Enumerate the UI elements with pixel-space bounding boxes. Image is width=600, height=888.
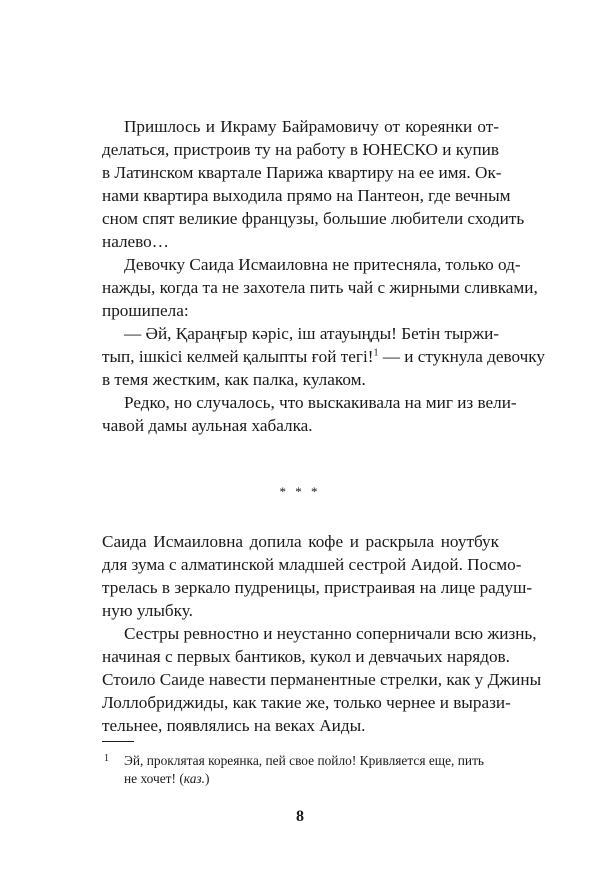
- paragraph-2-line-1: Девочку Саида Исмаиловна не притесняла, только од-: [124, 255, 521, 274]
- paragraph-1-line-2: делаться, пристроив ту на работу в ЮНЕСКО и купив: [102, 140, 499, 159]
- paragraph-3-line-2-end: — и стукнула девочку: [378, 347, 545, 366]
- paragraph-6-line-3: Стоило Саиде навести перманентные стрелки, как у Джины: [102, 670, 542, 689]
- paragraph-6-line-1: Сестры ревностно и неустанно соперничали всю жизнь,: [124, 624, 537, 643]
- footnote-divider: [102, 741, 134, 742]
- paragraph-6-line-2: начиная с первых бантиков, кукол и девчачьих нарядов.: [102, 647, 510, 666]
- paragraph-5-line-4: ную улыбку.: [102, 601, 193, 620]
- paragraph-3-line-2-start: тып, ішкісі келмей қалыпты ғой тегі!: [102, 347, 374, 366]
- paragraph-1-line-3: в Латинском квартале Парижа квартиру на ее имя. Ок-: [102, 163, 502, 182]
- footnote-reference: 1: [373, 347, 379, 359]
- page-number: 8: [296, 808, 304, 825]
- paragraph-4-line-1: Редко, но случалось, что выскакивала на миг из вели-: [124, 393, 517, 412]
- footnote-line-2-start: не хочет! (: [124, 771, 184, 786]
- paragraph-1-line-1: Пришлось и Икраму Байрамовичу от кореянки от-: [124, 117, 499, 136]
- footnote-language-tag: каз.: [183, 771, 205, 786]
- paragraph-2-line-2: нажды, когда та не захотела пить чай с жирными сливками,: [102, 278, 538, 297]
- paragraph-3-line-2: [102, 346, 545, 368]
- paragraph-6-line-5: тельнее, появлялись на веках Аиды.: [102, 716, 366, 735]
- paragraph-3-line-1: — Әй, Қараңғыр кәріс, іш атауыңды! Бетін тыржи-: [124, 324, 499, 343]
- paragraph-3-line-3: в темя жестким, как палка, кулаком.: [102, 370, 366, 389]
- footnote-line-1: Эй, проклятая кореянка, пей свое пойло! Кривляется еще, пить: [124, 753, 485, 768]
- footnote-line-2-end: ): [205, 771, 210, 786]
- paragraph-1-line-4: нами квартира выходила прямо на Пантеон, где вечным: [102, 186, 511, 205]
- section-separator: * * *: [279, 484, 321, 499]
- footnote-line-2: [124, 770, 499, 788]
- footnote-marker: 1: [104, 753, 109, 764]
- paragraph-1-line-6: налево…: [102, 232, 169, 251]
- paragraph-6-line-4: Лоллобриджиды, как такие же, только чернее и вырази-: [102, 693, 511, 712]
- paragraph-5-line-1: Саида Исмаиловна допила кофе и раскрыла ноутбук: [102, 532, 499, 551]
- paragraph-5-line-2: для зума с алматинской младшей сестрой Аидой. Посмо-: [102, 555, 522, 574]
- paragraph-4-line-2: чавой дамы аульная хабалка.: [102, 416, 313, 435]
- paragraph-5-line-3: трелась в зеркало пудреницы, пристраивая на лице радуш-: [102, 578, 533, 597]
- paragraph-2-line-3: прошипела:: [102, 301, 189, 320]
- paragraph-1-line-5: сном спят великие французы, большие любители сходить: [102, 209, 525, 228]
